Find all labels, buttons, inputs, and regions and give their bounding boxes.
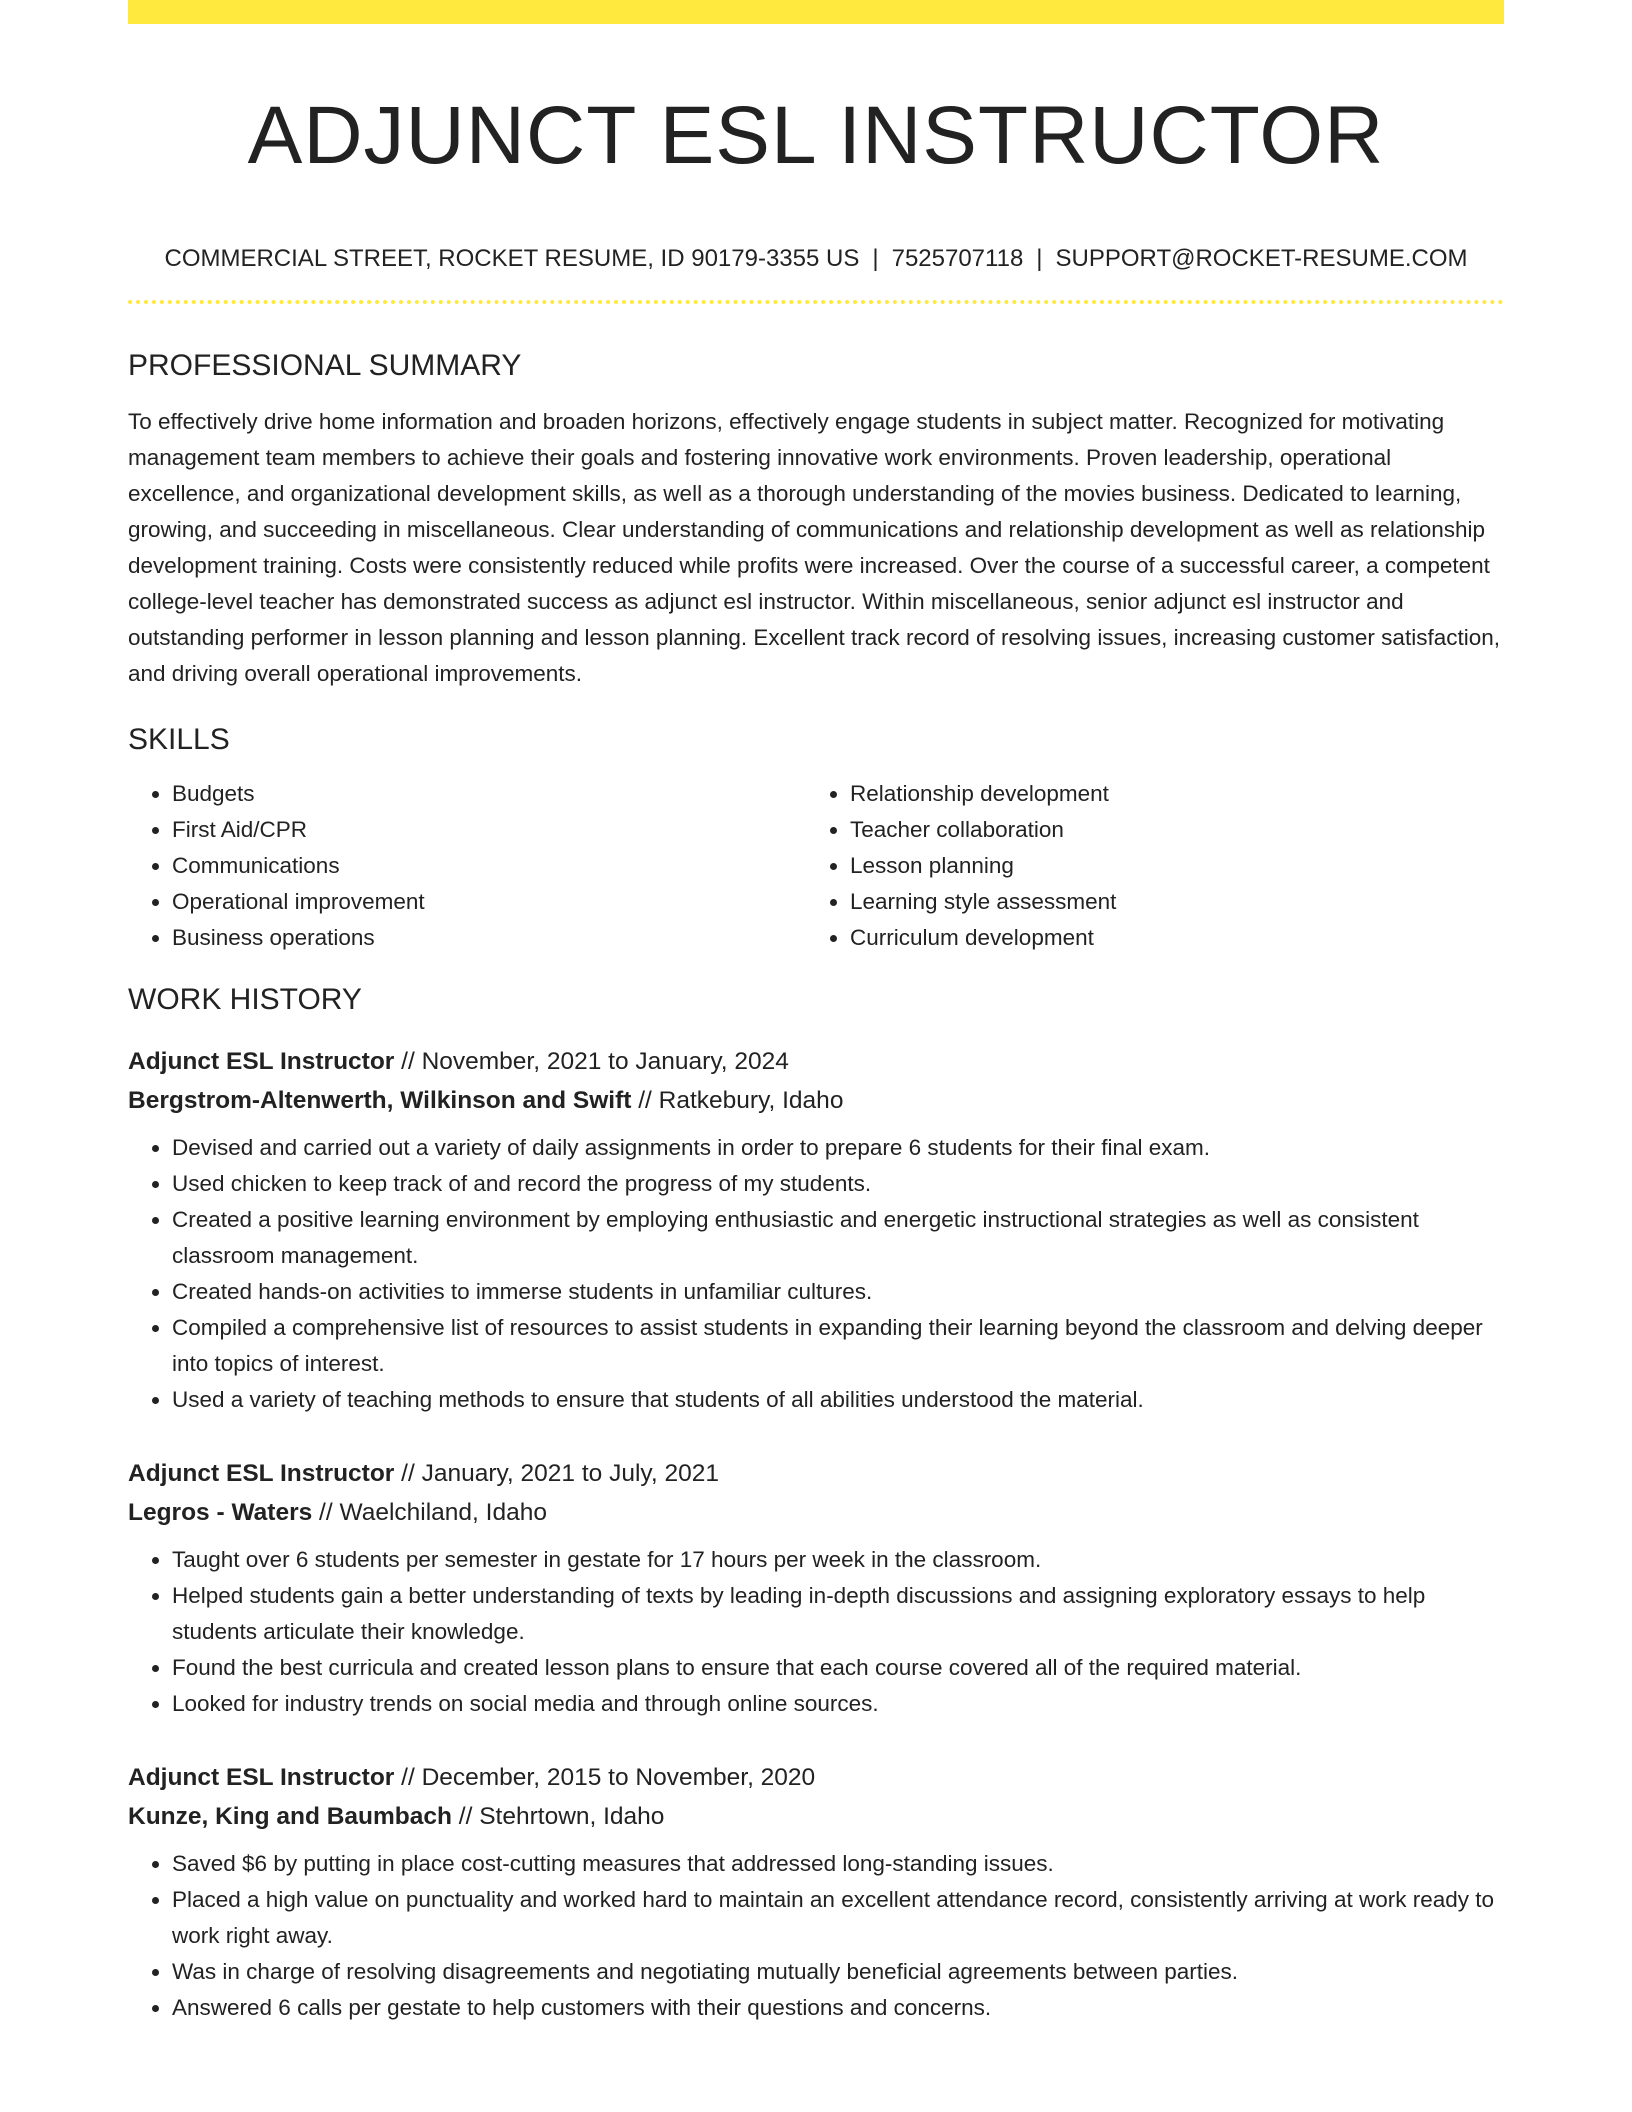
job-company-line <box>128 1493 1504 1532</box>
job-company: Legros - Waters <box>128 1499 313 1526</box>
job-location: Waelchiland, Idaho <box>339 1499 547 1526</box>
job-location: Stehrtown, Idaho <box>479 1803 665 1830</box>
job-role: Adjunct ESL Instructor <box>128 1460 395 1487</box>
contact-email: SUPPORT@ROCKET-RESUME.COM <box>1055 245 1468 272</box>
job-entry <box>128 1042 1504 1418</box>
skill-item: • Operational improvement <box>172 884 806 920</box>
contact-phone: 7525707118 <box>891 245 1024 272</box>
job-bullet: • Taught over 6 students per semester in gestate for 17 hours per week in the classroom. <box>172 1542 1504 1578</box>
job-role-line <box>128 1042 1504 1081</box>
job-separator: // <box>394 1460 422 1487</box>
job-bullet: • Devised and carried out a variety of daily assignments in order to prepare 6 students for their final exam. <box>172 1130 1504 1166</box>
resume-title: ADJUNCT ESL INSTRUCTOR <box>247 90 1385 181</box>
skill-item: • Budgets <box>172 776 806 812</box>
job-bullet: • Saved $6 by putting in place cost-cutting measures that addressed long-standing issues. <box>172 1846 1504 1882</box>
job-bullet: • Created a positive learning environment by employing enthusiastic and energetic instructional strategies as well as consistent classroom management. <box>172 1202 1504 1274</box>
job-company: Kunze, King and Baumbach <box>128 1803 452 1830</box>
contact-address: COMMERCIAL STREET, ROCKET RESUME, ID 90179-3355 US <box>164 245 860 272</box>
contact-line <box>128 244 1504 274</box>
job-dates: January, 2021 to July, 2021 <box>421 1460 719 1487</box>
resume-page <box>128 0 1504 2026</box>
job-separator: // <box>631 1087 659 1114</box>
job-bullets <box>128 1130 1504 1418</box>
contact-separator: | <box>872 245 879 272</box>
job-role: Adjunct ESL Instructor <box>128 1764 395 1791</box>
job-bullet: • Helped students gain a better understanding of texts by leading in-depth discussions and assigning exploratory essays to help students articulate their knowledge. <box>172 1578 1504 1650</box>
skill-item: • Relationship development <box>850 776 1484 812</box>
job-role-line <box>128 1454 1504 1493</box>
job-separator: // <box>394 1048 422 1075</box>
job-bullet: • Compiled a comprehensive list of resources to assist students in expanding their learning beyond the classroom and delving deeper into topics of interest. <box>172 1310 1504 1382</box>
job-bullets <box>128 1846 1504 2026</box>
job-entry <box>128 1454 1504 1722</box>
skill-item: • Teacher collaboration <box>850 812 1484 848</box>
job-separator: // <box>312 1499 340 1526</box>
accent-bar <box>128 0 1504 24</box>
job-entry <box>128 1758 1504 2026</box>
job-bullet: • Placed a high value on punctuality and worked hard to maintain an excellent attendance record, consistently arriving at work ready to work right away. <box>172 1882 1504 1954</box>
job-separator: // <box>451 1803 480 1830</box>
job-bullet: • Created hands-on activities to immerse students in unfamiliar cultures. <box>172 1274 1504 1310</box>
job-location: Ratkebury, Idaho <box>658 1087 844 1114</box>
job-bullet: • Looked for industry trends on social media and through online sources. <box>172 1686 1504 1722</box>
job-company-line <box>128 1797 1504 1836</box>
dotted-divider <box>128 300 1504 304</box>
job-role: Adjunct ESL Instructor <box>128 1048 395 1075</box>
job-bullets <box>128 1542 1504 1722</box>
work-history-heading: WORK HISTORY <box>128 983 362 1016</box>
job-company-line <box>128 1081 1504 1120</box>
job-bullet: • Used a variety of teaching methods to ensure that students of all abilities understood the material. <box>172 1382 1504 1418</box>
skills-column-right <box>806 776 1484 956</box>
summary-heading: PROFESSIONAL SUMMARY <box>128 349 522 382</box>
skills-heading: SKILLS <box>128 723 230 756</box>
job-bullet: • Was in charge of resolving disagreements and negotiating mutually beneficial agreements between parties. <box>172 1954 1504 1990</box>
job-company: Bergstrom-Altenwerth, Wilkinson and Swift <box>128 1087 632 1114</box>
skills-column-left <box>128 776 806 956</box>
contact-separator: | <box>1036 245 1043 272</box>
job-role-line <box>128 1758 1504 1797</box>
skill-item: • Lesson planning <box>850 848 1484 884</box>
skill-item: • Learning style assessment <box>850 884 1484 920</box>
job-bullet: • Used chicken to keep track of and record the progress of my students. <box>172 1166 1504 1202</box>
job-bullet: • Found the best curricula and created lesson plans to ensure that each course covered all of the required material. <box>172 1650 1504 1686</box>
job-dates: December, 2015 to November, 2020 <box>421 1764 816 1791</box>
job-separator: // <box>394 1764 422 1791</box>
skill-item: • First Aid/CPR <box>172 812 806 848</box>
job-dates: November, 2021 to January, 2024 <box>421 1048 789 1075</box>
job-bullet: • Answered 6 calls per gestate to help customers with their questions and concerns. <box>172 1990 1504 2026</box>
skill-item: • Curriculum development <box>850 920 1484 956</box>
skill-item: • Business operations <box>172 920 806 956</box>
skill-item: • Communications <box>172 848 806 884</box>
summary-text: To effectively drive home information and broaden horizons, effectively engage students in subject matter. Recognized for motivating management team members to achieve their goals and fostering innovative work environments. Proven leadership, operational excellence, and organizational development skills, as well as a thorough understanding of the movies business. Dedicated to learning, growing, and succeeding in miscellaneous. Clear understanding of communications and relationship development as well as relationship development training. Costs were consistently reduced while profits were increased. Over the course of a successful career, a competent college-level teacher has demonstrated success as adjunct esl instructor. Within miscellaneous, senior adjunct esl instructor and outstanding performer in lesson planning and lesson planning. Excellent track record of resolving issues, increasing customer satisfaction, and driving overall operational improvements. <box>128 409 1500 686</box>
skills-list <box>128 776 1504 956</box>
